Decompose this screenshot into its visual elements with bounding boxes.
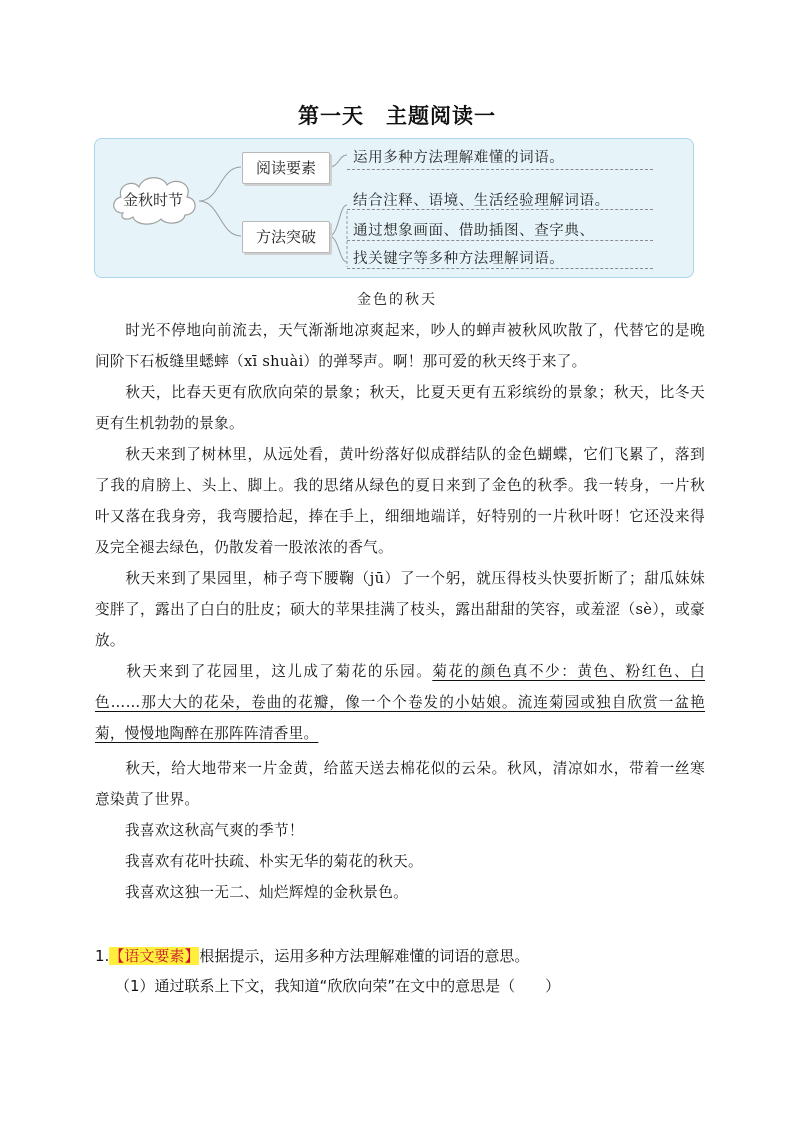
branch-reading-element: 阅读要素	[242, 152, 330, 184]
mind-map	[94, 138, 694, 278]
page-title	[0, 100, 794, 130]
underlined-passage: 菊花的颜色真不少：黄色、粉红色、白色……那大大的花朵，卷曲的花瓣，像一个个卷发的小姑娘。流连菊园或独自欣赏一盆艳菊，慢慢地陶醉在那阵阵清香里。	[95, 663, 705, 742]
leaf-method-2: 通过想象画面、借助插图、查字典、	[353, 223, 595, 239]
paragraph-2: 秋天，比春天更有欣欣向荣的景象；秋天，比夏天更有五彩缤纷的景象；秋天，比冬天更有生机勃勃的景象。	[95, 384, 705, 432]
leaf-method-3: 找关键字等多种方法理解词语。	[353, 251, 565, 267]
title-theme: 主题阅读一	[386, 104, 496, 128]
paragraph-8: 我喜欢有花叶扶疏、朴实无华的菊花的秋天。	[125, 853, 423, 870]
paragraph-3: 秋天来到了树林里，从远处看，黄叶纷落好似成群结队的金色蝴蝶，它们飞累了，落到了我的肩膀上、头上、脚上。我的思绪从绿色的夏日来到了金色的秋季。我一转身，一片秋叶又落在我身旁，我弯腰拾起，捧在手上，细细地端详，好特别的一片秋叶呀！它还没来得及完全褪去绿色，仍散发着一股浓浓的香气。	[95, 446, 705, 556]
paragraph-9: 我喜欢这独一无二、灿烂辉煌的金秋景色。	[125, 884, 408, 901]
paragraph-7: 我喜欢这秋高气爽的季节！	[125, 822, 304, 839]
leaf-method-1: 结合注释、语境、生活经验理解词语。	[353, 193, 610, 209]
leaf-reading-element: 运用多种方法理解难懂的词语。	[353, 150, 565, 166]
question-tag: 【语文要素】	[109, 947, 200, 965]
paragraph-5: 秋天来到了花园里，这儿成了菊花的乐园。菊花的颜色真不少：黄色、粉红色、白色……那大大的花朵，卷曲的花瓣，像一个个卷发的小姑娘。流连菊园或独自欣赏一盆艳菊，慢慢地陶醉在那阵阵清香里。	[95, 663, 705, 742]
paragraph-1: 时光不停地向前流去，天气渐渐地凉爽起来，吵人的蝉声被秋风吹散了，代替它的是晚间阶下石板缝里蟋蟀（xī shuài）的弹琴声。啊！那可爱的秋天终于来了。	[95, 322, 705, 370]
question-1: 1.【语文要素】根据提示，运用多种方法理解难懂的词语的意思。	[95, 947, 530, 965]
mind-map-root: 金秋时节	[122, 191, 183, 209]
question-1-1: （1）通过联系上下文，我知道“欣欣向荣”在文中的意思是（ ）	[115, 977, 561, 995]
article-title: 金色的秋天	[357, 292, 437, 308]
paragraph-4: 秋天来到了果园里，柿子弯下腰鞠（jū）了一个躬，就压得枝头快要折断了；甜瓜妹妹变胖了，露出了白白的肚皮；硕大的苹果挂满了枝头，露出甜甜的笑容，或羞涩（sè），或豪放。	[95, 570, 705, 649]
branch-method-breakthrough: 方法突破	[242, 221, 330, 253]
title-day: 第一天	[298, 104, 364, 128]
cloud-node	[107, 171, 199, 229]
paragraph-6: 秋天，给大地带来一片金黄，给蓝天送去棉花似的云朵。秋风，清凉如水，带着一丝寒意染黄了世界。	[95, 760, 705, 808]
